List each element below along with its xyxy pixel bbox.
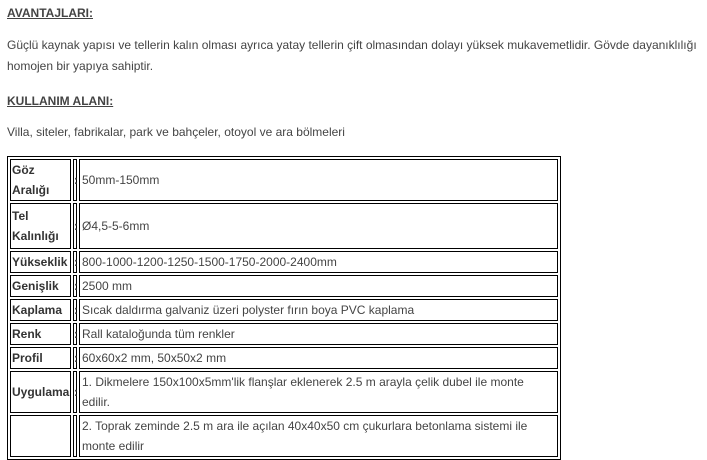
spec-separator: : — [73, 323, 77, 345]
spec-label — [10, 415, 71, 457]
spec-separator: : — [73, 275, 77, 297]
table-row — [10, 159, 558, 201]
spec-separator: : — [73, 203, 77, 249]
spec-separator: : — [73, 251, 77, 273]
spec-value: 1. Dikmelere 150x100x5mm'lik flanşlar eklenerek 2.5 m arayla çelik dubel ile monte edilir. — [79, 371, 558, 413]
spec-separator — [73, 415, 77, 457]
table-row — [10, 323, 558, 345]
spec-value: 2. Toprak zeminde 2.5 m ara ile açılan 40x40x50 cm çukurlara betonlama sistemi ile monte edilir — [79, 415, 558, 457]
spec-label: Genişlik — [10, 275, 71, 297]
spec-label: Kaplama — [10, 299, 71, 321]
spec-value: 50mm-150mm — [79, 159, 558, 201]
table-row — [10, 347, 558, 369]
advantages-text: Güçlü kaynak yapısı ve tellerin kalın olması ayrıca yatay tellerin çift olmasından dolayı yüksek mukavemetlidir. Gövde dayanıklılığı homojen bir yapıya sahiptir. — [7, 38, 697, 73]
spec-separator: : — [73, 347, 77, 369]
advantages-heading: AVANTAJLARI: — [7, 6, 93, 20]
spec-value: Sıcak daldırma galvaniz üzeri polyster fırın boya PVC kaplama — [79, 299, 558, 321]
spec-value: 800-1000-1200-1250-1500-1750-2000-2400mm — [79, 251, 558, 273]
table-row — [10, 371, 558, 413]
spec-label: Göz Aralığı — [10, 159, 71, 201]
specifications-table — [7, 156, 561, 460]
table-row — [10, 275, 558, 297]
spec-label: Uygulama — [10, 371, 71, 413]
table-row — [10, 203, 558, 249]
spec-label: Yükseklik — [10, 251, 71, 273]
spec-separator: : — [73, 159, 77, 201]
spec-value: 60x60x2 mm, 50x50x2 mm — [79, 347, 558, 369]
spec-label: Renk — [10, 323, 71, 345]
table-row — [10, 299, 558, 321]
spec-separator: : — [73, 371, 77, 413]
spec-label: Profil — [10, 347, 71, 369]
spec-label: Tel Kalınlığı — [10, 203, 71, 249]
table-row — [10, 251, 558, 273]
usage-heading: KULLANIM ALANI: — [7, 94, 114, 108]
table-row — [10, 415, 558, 457]
spec-value: 2500 mm — [79, 275, 558, 297]
usage-text: Villa, siteler, fabrikalar, park ve bahçeler, otoyol ve ara bölmeleri — [7, 125, 345, 139]
spec-separator: : — [73, 299, 77, 321]
spec-value: Rall kataloğunda tüm renkler — [79, 323, 558, 345]
spec-value: Ø4,5-5-6mm — [79, 203, 558, 249]
